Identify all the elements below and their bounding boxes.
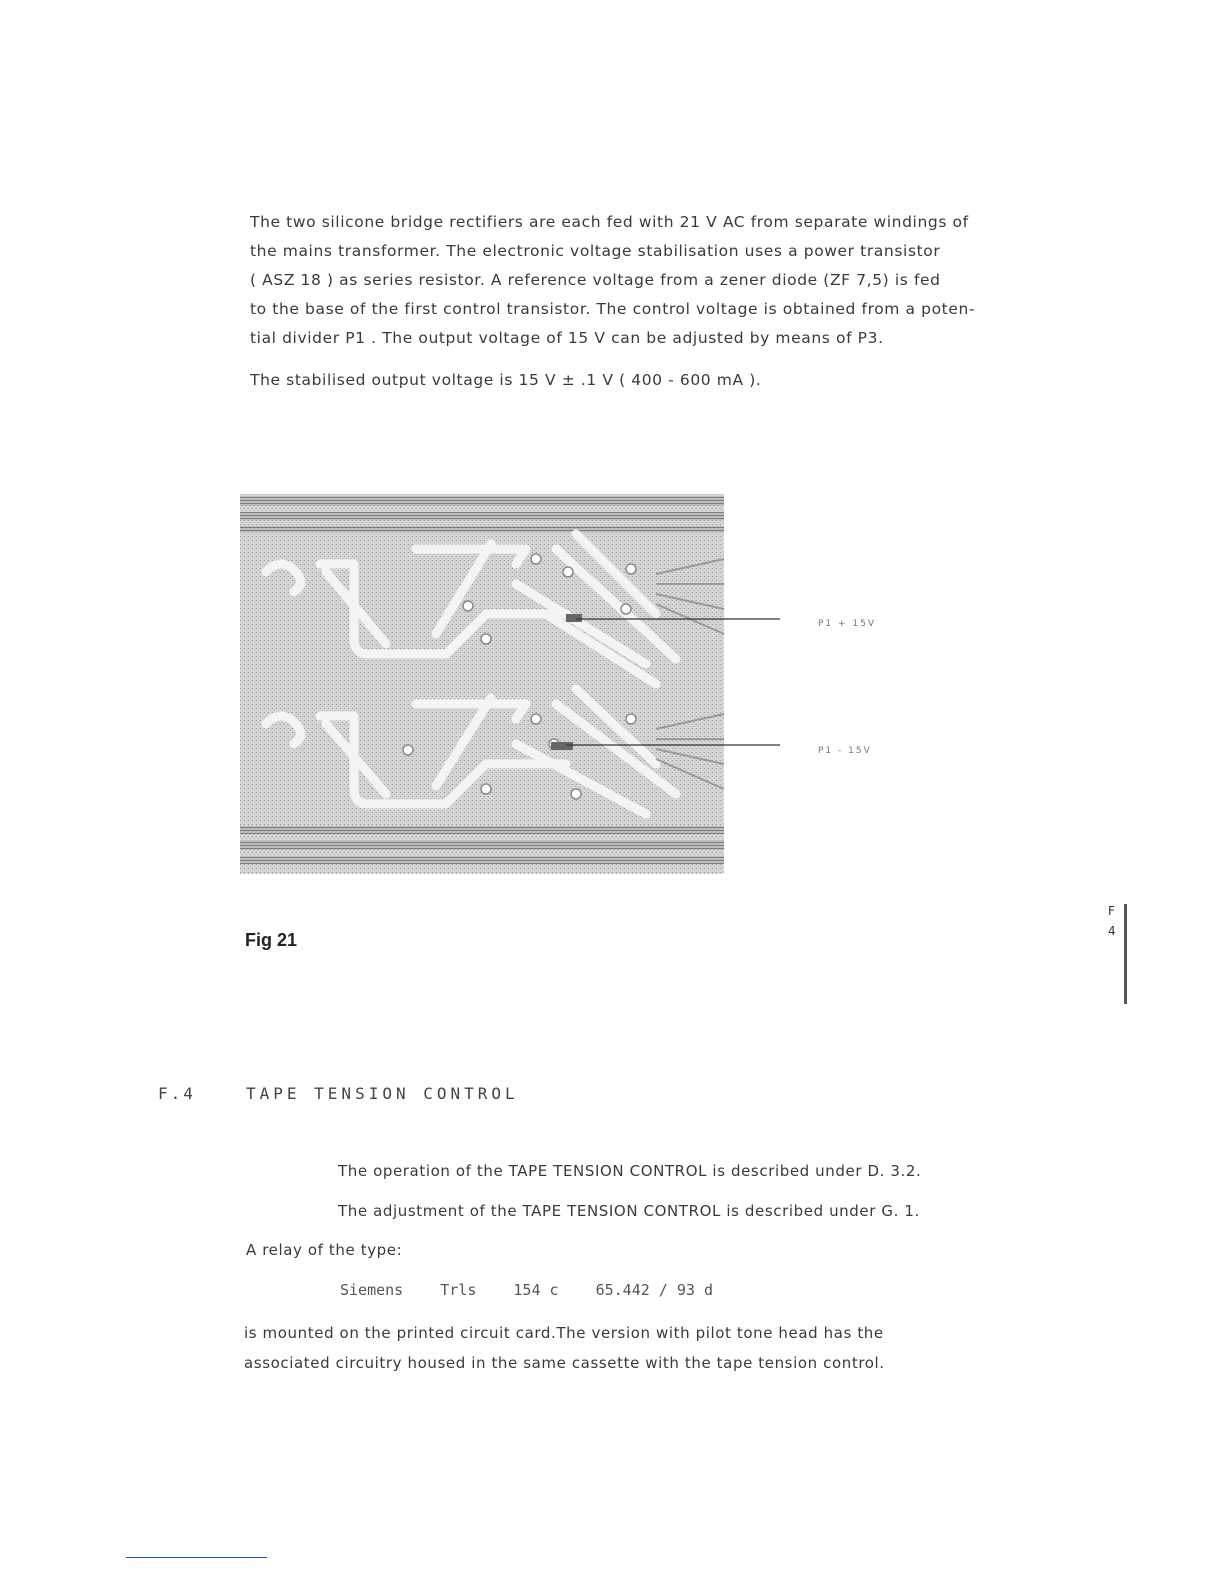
operation-line: The operation of the TAPE TENSION CONTROL is described under D. 3.2.	[338, 1162, 922, 1180]
relay-type: Trls	[440, 1281, 477, 1299]
intro-line-3: ( ASZ 18 ) as series resistor. A reference voltage from a zener diode (ZF 7,5) is fed	[250, 271, 941, 289]
figure-caption: Fig 21	[245, 930, 298, 950]
potentiometer-p1-pos	[566, 614, 582, 622]
section-title: TAPE TENSION CONTROL	[246, 1084, 519, 1103]
intro-line-1: The two silicone bridge rectifiers are each fed with 21 V AC from separate windings of	[250, 213, 969, 231]
intro-paragraph	[250, 208, 1010, 353]
output-voltage-line: The stabilised output voltage is 15 V ± .1 V ( 400 - 600 mA ).	[250, 371, 762, 389]
label-p1-neg: P1 - 15V	[818, 746, 872, 756]
relay-spec	[340, 1281, 741, 1299]
relay-code: 65.442 / 93 d	[595, 1281, 713, 1299]
intro-line-5: tial divider P1 . The output voltage of 15 V can be adjusted by means of P3.	[250, 329, 884, 347]
closing-line-1: is mounted on the printed circuit card.The version with pilot tone head has the	[244, 1324, 884, 1342]
potentiometer-p1-neg	[551, 742, 573, 750]
adjustment-line: The adjustment of the TAPE TENSION CONTROL is described under G. 1.	[338, 1202, 920, 1220]
footnote-rule	[126, 1557, 267, 1558]
section-number: F.4	[158, 1084, 196, 1103]
relay-make: Siemens	[340, 1281, 404, 1299]
relay-num: 154 c	[513, 1281, 559, 1299]
label-p1-pos: P1 + 15V	[818, 619, 877, 629]
chapter-tab-bar	[1124, 904, 1127, 1004]
chapter-tab-letter: F	[1108, 904, 1115, 918]
chapter-tab	[1108, 904, 1130, 1004]
chapter-tab-number: 4	[1108, 924, 1116, 938]
intro-line-2: the mains transformer. The electronic voltage stabilisation uses a power transistor	[250, 242, 941, 260]
relay-intro: A relay of the type:	[246, 1241, 403, 1259]
closing-line-2: associated circuitry housed in the same cassette with the tape tension control.	[244, 1354, 885, 1372]
intro-line-4: to the base of the first control transistor. The control voltage is obtained from a poten-	[250, 300, 976, 318]
pcb-figure	[236, 464, 886, 894]
